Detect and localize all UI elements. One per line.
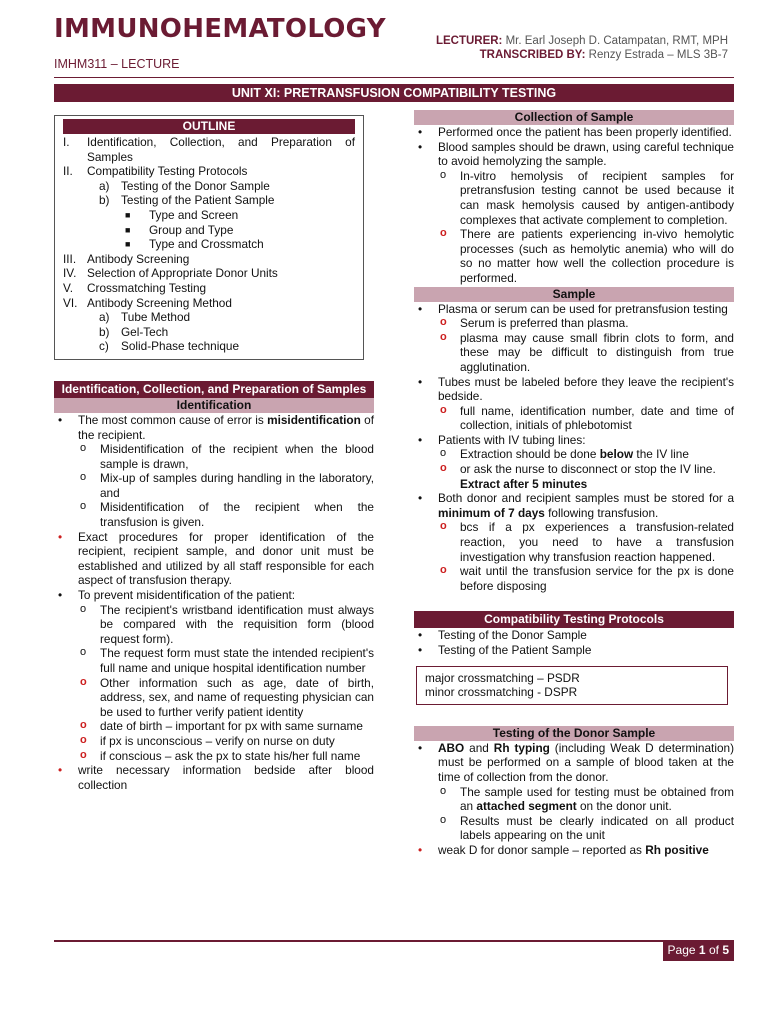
text-span: The sample used for testing must be obtained from an	[460, 784, 734, 814]
square-bullet-icon: ■	[125, 209, 131, 220]
sublist-item: o date of birth – important for px with same surname	[78, 719, 374, 734]
outline-number: I.	[63, 135, 70, 149]
sublist-item: o The recipient's wristband identification must always be compared with the requisition form (blood request form).	[78, 603, 374, 647]
note-line: minor crossmatching - DSPR	[425, 685, 578, 700]
outline-text: Gel-Tech	[121, 324, 169, 339]
page-of-label: of	[708, 943, 719, 957]
outline-number: b)	[99, 193, 110, 208]
outline-text: Type and Crossmatch	[149, 237, 264, 252]
outline-number: a)	[99, 310, 110, 325]
outline-number: b)	[99, 324, 110, 339]
text-span: Blood samples should be drawn, using careful technique to avoid hemolyzing the sample.	[438, 139, 734, 169]
outline-text: Tube Method	[121, 310, 191, 325]
transcriber-label: TRANSCRIBED BY:	[479, 49, 586, 61]
sublist-item: o The request form must state the intended recipient's full name and unique hospital identification number	[78, 646, 374, 675]
outline-text: Group and Type	[149, 222, 234, 237]
subheading-collection-of-sample: Collection of Sample	[414, 110, 734, 125]
lecturer-name: Mr. Earl Joseph D. Catampatan, RMT, MPH	[505, 35, 728, 47]
sublist-item: o In-vitro hemolysis of recipient samples for pretransfusion testing cannot be used because it can mask hemolysis caused by antigen-antibody complexes that activate complement to completion.	[438, 169, 734, 227]
list-item	[414, 302, 734, 375]
outline-text: Compatibility Testing Protocols	[87, 164, 248, 179]
sublist	[438, 169, 734, 286]
outline-box	[54, 115, 364, 360]
list-item: • Performed once the patient has been properly identified.	[414, 125, 734, 140]
outline-number: V.	[63, 280, 74, 295]
sublist	[438, 316, 734, 374]
text-span: or ask the nurse to disconnect or stop the IV line.	[460, 462, 716, 477]
text-span: The most common cause of error is	[78, 412, 268, 427]
list-item	[54, 588, 374, 763]
sublist-item: o full name, identification number, date and time of collection, initials of phlebotomist	[438, 404, 734, 433]
bold-term: Rh positive	[645, 842, 709, 857]
list-item	[414, 140, 734, 286]
outline-subitem	[63, 325, 355, 340]
bold-term: attached segment	[476, 799, 577, 814]
bold-term: misidentification	[267, 412, 361, 427]
sublist-item: o Serum is preferred than plasma.	[438, 316, 734, 331]
outline-item	[63, 135, 355, 164]
outline-item	[63, 281, 355, 296]
outline-subitem	[63, 310, 355, 325]
outline-text: Antibody Screening	[87, 251, 190, 266]
outline-text: Type and Screen	[149, 207, 239, 222]
sublist	[438, 447, 734, 491]
lecturer-label: LECTURER:	[435, 35, 503, 47]
outline-subsubitem	[63, 208, 355, 223]
subheading-identification: Identification	[54, 398, 374, 413]
subheading-testing-donor-sample: Testing of the Donor Sample	[414, 726, 734, 741]
outline-text: Testing of the Donor Sample	[121, 178, 270, 193]
header-credits	[436, 34, 728, 62]
list-item	[54, 413, 374, 530]
text-span: Both donor and recipient samples must be stored for a	[438, 491, 734, 506]
header-divider	[54, 77, 734, 78]
note-line: major crossmatching – PSDR	[425, 670, 580, 685]
text-span: (including Weak D determination) must be performed on a sample of blood taken at the time of collection from the donor.	[438, 740, 734, 784]
text-span: and	[464, 740, 494, 755]
outline-subitem	[63, 193, 355, 208]
sublist	[78, 603, 374, 764]
sublist-item	[438, 785, 734, 814]
sublist-item: o Results must be clearly indicated on all product labels appearing on the unit	[438, 814, 734, 843]
sublist-item: o There are patients experiencing in-vivo hemolytic processes (such as hemolytic anemia) who will do so no matter how well the collection procedure is performed.	[438, 227, 734, 285]
text-span: following transfusion.	[544, 505, 659, 520]
outline-subsubitem	[63, 223, 355, 238]
outline-number: II.	[63, 164, 73, 179]
unit-title-bar: UNIT XI: PRETRANSFUSION COMPATIBILITY TESTING	[54, 84, 734, 102]
identification-list	[54, 413, 374, 792]
outline-number: VI.	[63, 295, 78, 310]
crossmatching-note-box	[416, 666, 728, 705]
text-span: Extraction should be done	[460, 447, 600, 462]
list-item: • Testing of the Patient Sample	[414, 643, 734, 658]
list-item: • Testing of the Donor Sample	[414, 628, 734, 643]
outline-item	[63, 266, 355, 281]
outline-text: Testing of the Patient Sample	[121, 193, 275, 208]
subheading-sample: Sample	[414, 287, 734, 302]
bold-term: below	[599, 447, 634, 462]
bold-term: Extract after 5 minutes	[460, 476, 588, 491]
square-bullet-icon: ■	[125, 224, 131, 235]
list-item	[414, 491, 734, 593]
outline-text: Identification, Collection, and Preparation of Samples	[87, 135, 355, 164]
sublist	[438, 520, 734, 593]
transcriber-name: Renzy Estrada – MLS 3B-7	[588, 49, 728, 61]
list-item	[414, 741, 734, 843]
footer-divider	[54, 940, 734, 942]
outline-text: Antibody Screening Method	[87, 295, 232, 310]
course-code: IMHM311 – LECTURE	[54, 57, 180, 71]
section-heading-compatibility-protocols: Compatibility Testing Protocols	[414, 611, 734, 628]
page-indicator	[663, 940, 734, 961]
sublist-item: o plasma may cause small fibrin clots to form, and these may be difficult to distinguish from true agglutination.	[438, 331, 734, 375]
text-span: the IV line	[633, 447, 689, 462]
outline-text: Selection of Appropriate Donor Units	[87, 266, 278, 281]
sublist	[78, 442, 374, 530]
list-item	[414, 843, 734, 858]
text-span: of the recipient.	[78, 412, 374, 442]
outline-number: c)	[99, 339, 109, 354]
page-number: 1	[698, 943, 706, 957]
page-label: Page	[667, 943, 696, 957]
section-heading-identification-collection: Identification, Collection, and Preparation of Samples	[54, 381, 374, 398]
text-span: To prevent misidentification of the patient:	[78, 588, 296, 603]
collection-list	[414, 125, 734, 286]
sublist-item: o Other information such as age, date of birth, address, sex, and name of requesting physician can be used to further verify patient identity	[78, 676, 374, 720]
lecturer-line	[436, 34, 728, 48]
sublist-item	[438, 462, 734, 491]
text-span: Patients with IV tubing lines:	[438, 432, 586, 447]
protocols-list	[414, 628, 734, 657]
sublist-item: o Mix-up of samples during handling in the laboratory, and	[78, 471, 374, 500]
outline-subitem	[63, 179, 355, 194]
sublist-item: o if conscious – ask the px to state his/her full name	[78, 749, 374, 764]
list-item	[414, 375, 734, 433]
sublist	[438, 785, 734, 843]
sublist-item: o bcs if a px experiences a transfusion-related reaction, you need to have a transfusion investigation why transfusion reaction happened.	[438, 520, 734, 564]
text-span: Tubes must be labeled before they leave the recipient's bedside.	[438, 374, 734, 404]
outline-text: Crossmatching Testing	[87, 280, 207, 295]
outline-item	[63, 252, 355, 267]
sample-list	[414, 302, 734, 594]
outline-number: IV.	[63, 266, 77, 281]
text-span: on the donor unit.	[576, 799, 672, 814]
donor-testing-list	[414, 741, 734, 858]
sublist-item	[438, 447, 734, 462]
outline-item	[63, 164, 355, 179]
outline-text: Solid-Phase technique	[121, 339, 240, 354]
list-item	[414, 433, 734, 491]
page-total: 5	[722, 943, 729, 957]
sublist-item: o wait until the transfusion service for the px is done before disposing	[438, 564, 734, 593]
list-item: • Exact procedures for proper identification of the recipient, recipient sample, and donor unit must be established and utilized by all staff responsible for each aspect of transfusion therapy.	[54, 530, 374, 588]
left-column	[54, 115, 374, 792]
outline-number: III.	[63, 251, 77, 266]
sublist-item: o Misidentification of the recipient when the transfusion is given.	[78, 500, 374, 529]
bold-term: Rh typing	[493, 740, 550, 755]
outline-subsubitem	[63, 237, 355, 252]
bold-term: ABO	[438, 740, 465, 755]
text-span: Plasma or serum can be used for pretransfusion testing	[438, 301, 728, 316]
sublist-item: o Misidentification of the recipient when the blood sample is drawn,	[78, 442, 374, 471]
outline-subitem	[63, 339, 355, 354]
transcriber-line	[436, 48, 728, 62]
square-bullet-icon: ■	[125, 239, 131, 250]
list-item: • write necessary information bedside after blood collection	[54, 763, 374, 792]
sublist-item: o if px is unconscious – verify on nurse on duty	[78, 734, 374, 749]
text-span: weak D for donor sample – reported as	[438, 842, 646, 857]
document-title: IMMUNOHEMATOLOGY	[54, 14, 386, 44]
right-column	[414, 110, 734, 858]
outline-number: a)	[99, 178, 110, 193]
outline-heading: OUTLINE	[63, 119, 355, 134]
sublist	[438, 404, 734, 433]
outline-item	[63, 296, 355, 311]
bold-term: minimum of 7 days	[438, 505, 545, 520]
